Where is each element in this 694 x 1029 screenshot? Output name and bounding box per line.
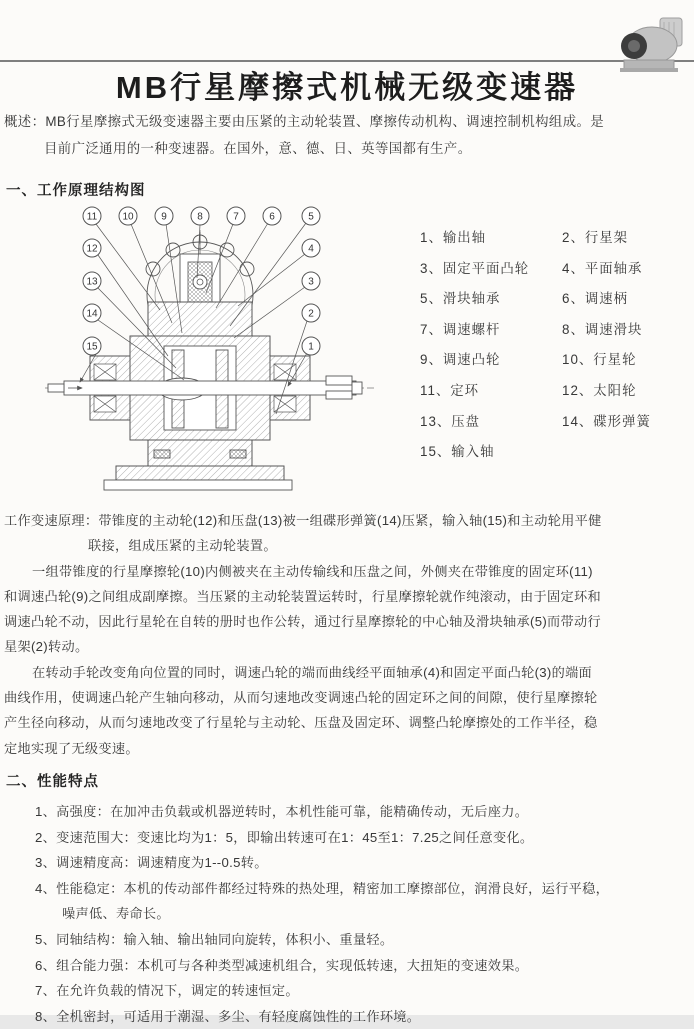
principle-paragraphs — [4, 508, 693, 761]
part-item: 9、调速凸轮 — [420, 352, 501, 368]
overview-paragraph — [4, 108, 692, 162]
part-item: 10、行星轮 — [562, 352, 637, 368]
text-line: 定地实现了无级变速。 — [4, 740, 139, 756]
feature-item: 6、组合能力强：本机可与各种类型减速机组合，实现低转速，大扭矩的变速效果。 — [35, 957, 529, 973]
feature-item: 1、高强度：在加冲击负载或机器逆转时，本机性能可靠，能精确传动，无后座力。 — [35, 804, 529, 819]
part-item: 15、输入轴 — [420, 444, 495, 460]
section1-heading: 一、工作原理结构图 — [6, 183, 146, 199]
svg-text:7: 7 — [233, 211, 239, 223]
text-line: 星架(2)转动。 — [4, 639, 89, 655]
feature-item: 2、变速范围大：变速比均为1：5，即输出转速可在1：45至1：7.25之间任意变化。 — [35, 829, 534, 845]
svg-text:10: 10 — [122, 211, 134, 223]
feature-item-continuation: 噪声低、寿命长。 — [62, 906, 170, 922]
svg-text:4: 4 — [308, 243, 314, 255]
text-line: 工作变速原理：带锥度的主动轮(12)和压盘(13)被一组碟形弹簧(14)压紧，输入轴(15)和主动轮用平健 — [4, 513, 602, 528]
svg-text:5: 5 — [308, 211, 314, 223]
part-item: 11、定环 — [420, 382, 480, 398]
part-item: 8、调速滑块 — [562, 321, 643, 337]
features-list — [35, 799, 691, 1029]
svg-text:13: 13 — [86, 276, 98, 288]
svg-text:11: 11 — [86, 211, 98, 223]
svg-text:15: 15 — [86, 341, 98, 353]
svg-text:2: 2 — [308, 308, 314, 320]
part-item: 13、压盘 — [420, 413, 481, 429]
part-item: 6、调速柄 — [562, 291, 629, 307]
text-line: 在转动手轮改变角向位置的同时，调速凸轮的端而曲线经平面轴承(4)和固定平面凸轮(3)的端面 — [32, 664, 593, 680]
feature-item: 5、同轴结构：输入轴、输出轴同向旋转，体积小、重量轻。 — [35, 931, 394, 947]
svg-text:9: 9 — [161, 211, 167, 223]
part-item: 7、调速螺杆 — [420, 321, 501, 337]
text-line: 目前广泛通用的一种变速器。在国外，意、德、日、英等国都有生产。 — [44, 141, 472, 156]
svg-text:8: 8 — [197, 211, 203, 223]
part-item: 2、行星架 — [562, 230, 629, 245]
text-line: 和调速凸轮(9)之间组成副摩擦。当压紧的主动轮装置运转时，行星摩擦轮就作纯滚动，由于固定环和 — [4, 588, 601, 604]
text-line: 概述：MB行星摩擦式无级变速器主要由压紧的主动轮装置、摩擦传动机构、调速控制机构组成。是 — [4, 114, 605, 129]
feature-item: 8、全机密封，可适用于潮湿、多尘、有轻度腐蚀性的工作环境。 — [35, 1008, 421, 1024]
part-item: 12、太阳轮 — [562, 382, 637, 398]
part-item: 1、输出轴 — [420, 230, 487, 245]
section2-heading: 二、性能特点 — [6, 774, 99, 790]
feature-item: 7、在允许负载的情况下，调定的转速恒定。 — [35, 983, 299, 999]
text-line: 联接，组成压紧的主动轮装置。 — [88, 538, 277, 554]
part-item: 14、碟形弹簧 — [562, 413, 651, 429]
page-title: MB行星摩擦式机械无级变速器 — [115, 70, 579, 105]
part-item: 5、滑块轴承 — [420, 291, 501, 307]
svg-text:12: 12 — [86, 243, 98, 255]
svg-text:14: 14 — [86, 308, 98, 320]
text-line: 调速凸轮不动，因此行星轮在自转的册时也作公转，通过行星摩擦轮的中心轴及滑块轴承(5)而带动行 — [4, 614, 601, 630]
feature-item: 4、性能稳定：本机的传动部件都经过特殊的热处理，精密加工摩擦部位，润滑良好，运行平稳， — [35, 880, 610, 896]
balloon — [216, 207, 281, 308]
svg-text:3: 3 — [308, 276, 314, 288]
feature-item: 3、调速精度高：调速精度为1--0.5转。 — [35, 855, 268, 871]
svg-text:1: 1 — [308, 341, 314, 353]
text-line: 曲线作用，使调速凸轮产生轴向移动，从而匀速地改变调速凸轮的固定环之间的间隙，使行星摩擦轮 — [4, 690, 598, 706]
structure-diagram — [30, 198, 390, 498]
text-line: 产生径向移动，从而匀速地改变了行星轮与主动轮、压盘及固定环、调整凸轮摩擦处的工作半径，稳 — [4, 715, 598, 731]
svg-text:6: 6 — [269, 211, 275, 223]
parts-list — [420, 223, 692, 468]
part-item: 3、固定平面凸轮 — [420, 260, 530, 276]
part-item: 4、平面轴承 — [562, 260, 643, 276]
text-line: 一组带锥度的行星摩擦轮(10)内侧被夹在主动传输线和压盘之间，外侧夹在带锥度的固定环(11) — [32, 563, 593, 579]
